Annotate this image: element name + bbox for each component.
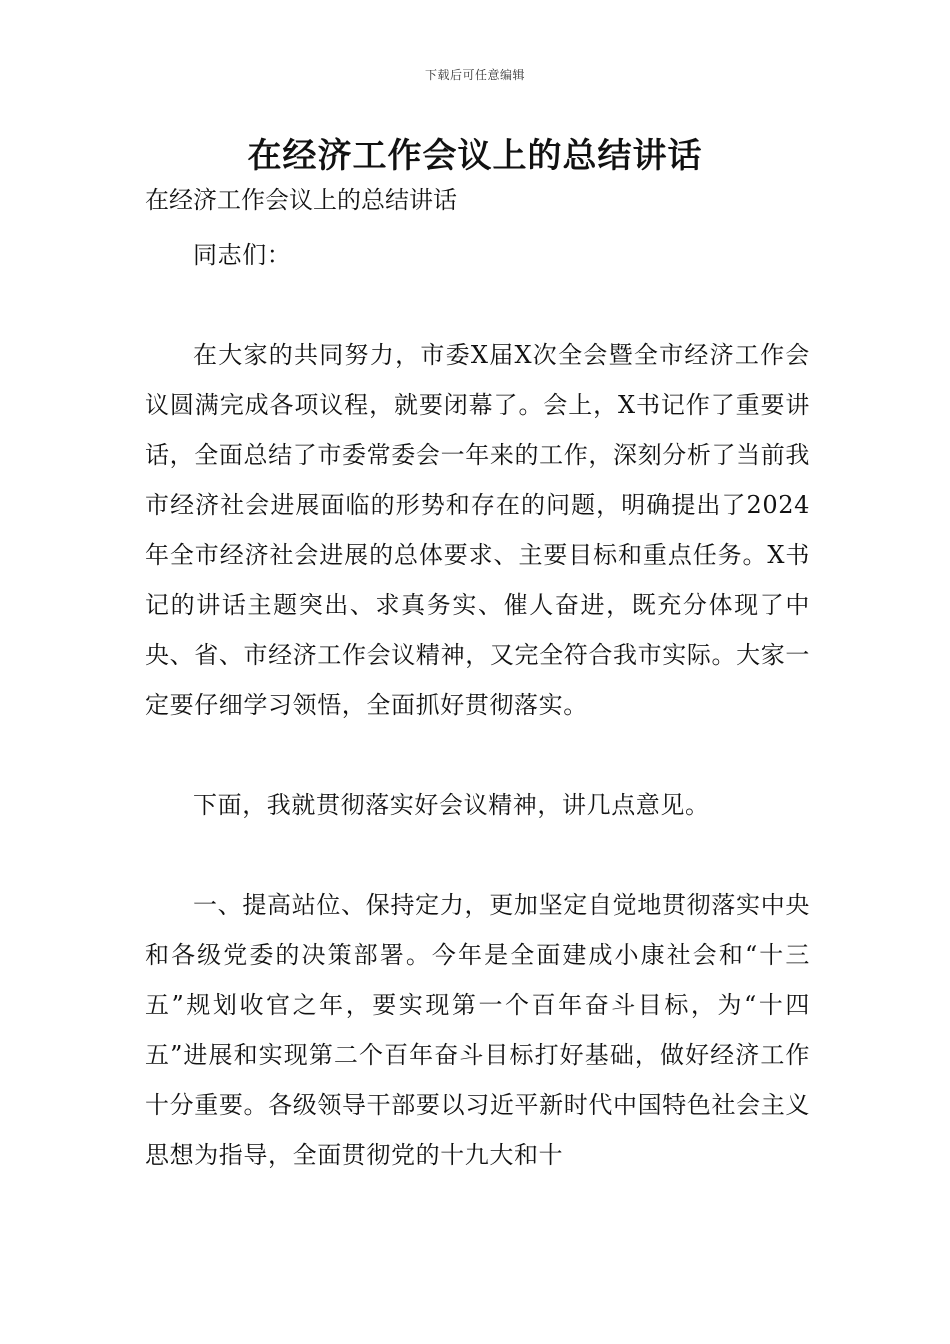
document-title: 在经济工作会议上的总结讲话: [247, 136, 703, 176]
paragraph: 一、提高站位、保持定力，更加坚定自觉地贯彻落实中央和各级党委的决策部署。今年是全面建成小康社会和“十三五”规划收官之年，要实现第一个百年奋斗目标，为“十四五”进展和实现第二个百年奋斗目标打好基础，做好经济工作十分重要。各级领导干部要以习近平新时代中国特色社会主义思想为指导，全面贯彻党的十九大和十: [145, 891, 810, 1169]
paragraph: 在大家的共同努力，市委X届X次全会暨全市经济工作会议圆满完成各项议程，就要闭幕了。会上，X书记作了重要讲话，全面总结了市委常委会一年来的工作，深刻分析了当前我市经济社会进展面临的形势和存在的问题，明确提出了2024年全市经济社会进展的总体要求、主要目标和重点任务。X书记的讲话主题突出、求真务实、催人奋进，既充分体现了中央、省、市经济工作会议精神，又完全符合我市实际。大家一定要仔细学习领悟，全面抓好贯彻落实。: [145, 341, 810, 719]
header-note: 下载后可任意编辑: [424, 68, 525, 82]
document-body: [145, 230, 810, 1180]
paragraph: 下面，我就贯彻落实好会议精神，讲几点意见。: [193, 791, 710, 819]
document-subtitle: 在经济工作会议上的总结讲话: [145, 186, 457, 214]
greeting: 同志们：: [193, 241, 292, 269]
